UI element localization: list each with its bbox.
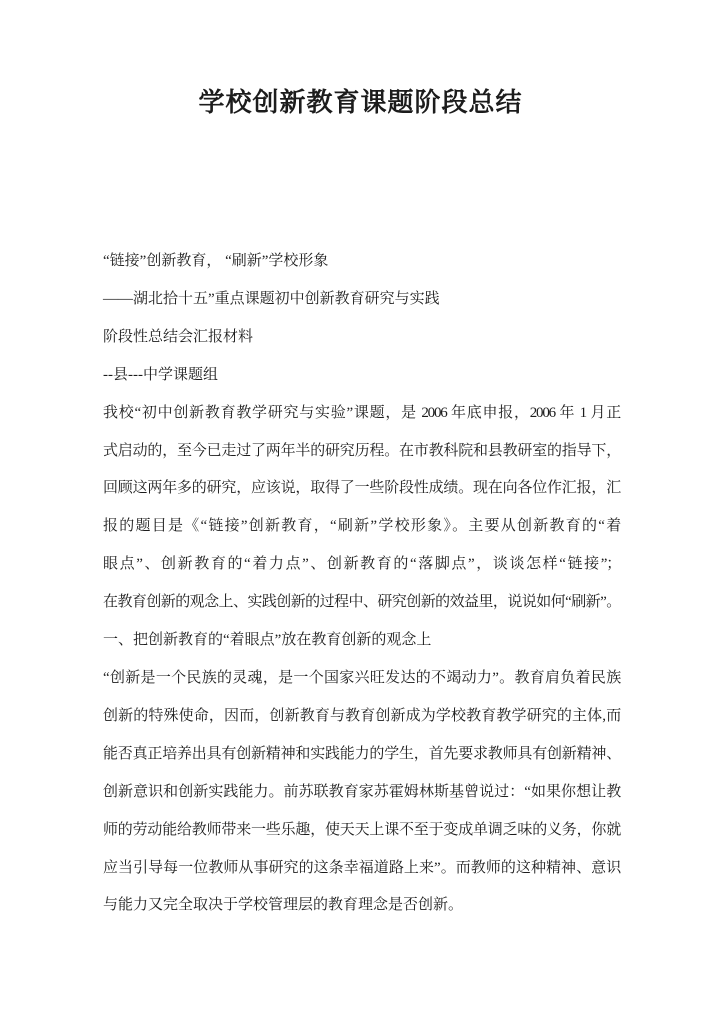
doc-line: 师的劳动能给教师带来一些乐趣，使天天上课不至于变成单调乏味的义务，你就 [103,821,620,838]
doc-line: “链接”创新教育， “刷新”学校形象 [103,253,329,269]
doc-section-heading: 一、把创新教育的“着眼点”放在教育创新的观念上 [103,632,432,649]
doc-line: 眼点”、创新教育的“着力点”、创新教育的“落脚点”，谈谈怎样“链接”； [103,556,620,573]
doc-line: 创新意识和创新实践能力。前苏联教育家苏霍姆林斯基曾说过：“如果你想让教 [103,783,620,800]
document-title: 学校创新教育课题阶段总结 [198,88,523,117]
doc-line: 报的题目是《“链接”创新教育，“刷新”学校形象》。主要从创新教育的“着 [103,518,620,535]
document-body [103,243,620,925]
doc-line: 在教育创新的观念上、实践创新的过程中、研究创新的效益里，说说如何“刷新”。 [103,594,620,611]
doc-line: --县---中学课题组 [103,366,218,383]
doc-line: 回顾这两年多的研究，应该说，取得了一些阶段性成绩。现在向各位作汇报，汇 [103,480,620,497]
doc-line: 能否真正培养出具有创新精神和实践能力的学生，首先要求教师具有创新精神、 [103,745,620,762]
doc-line: 阶段性总结会汇报材料 [103,328,254,345]
doc-line: 与能力又完全取决于学校管理层的教育理念是否创新。 [103,897,464,914]
doc-line: 应当引导每一位教师从事研究的这条幸福道路上来”。而教师的这种精神、意识 [103,859,620,876]
doc-line: 创新的特殊使命，因而，创新教育与教育创新成为学校教育教学研究的主体,而 [103,707,620,724]
doc-line: “创新是一个民族的灵魂，是一个国家兴旺发达的不竭动力”。教育肩负着民族 [103,669,620,686]
doc-line: 式启动的，至今已走过了两年半的研究历程。在市教科院和县教研室的指导下， [103,442,620,459]
doc-line: 我校“初中创新教育教学研究与实验”课题，是 2006 年底申报，2006 年 1 月正 [103,404,620,421]
doc-line: ——湖北拾十五”重点课题初中创新教育研究与实践 [103,290,440,307]
